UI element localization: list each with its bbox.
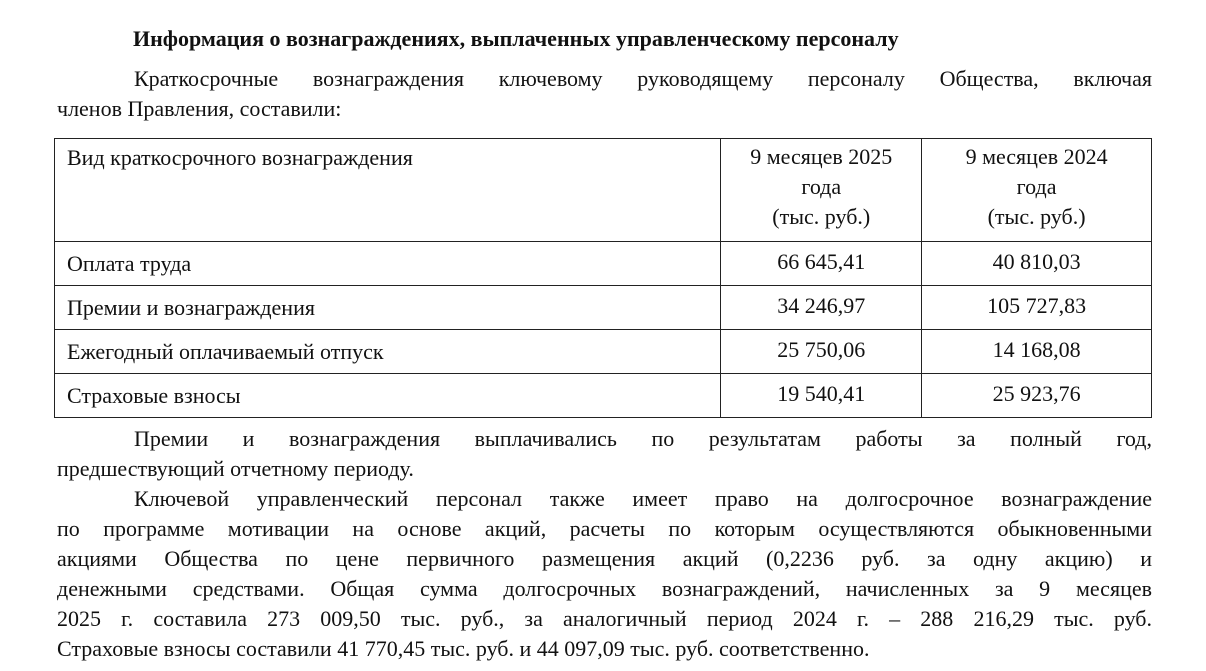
long-term-paragraph [57, 484, 1152, 664]
bonus-note-line-1: Премии и вознаграждения выплачивались по результатам работы за полный год, [134, 426, 1152, 451]
row-label: Премии и вознаграждения [55, 286, 721, 330]
table-row [55, 286, 1152, 330]
row-value-2025: 19 540,41 [721, 374, 922, 418]
header-period-2024 [922, 139, 1152, 242]
row-value-2025: 66 645,41 [721, 242, 922, 286]
bonus-note-line-2: предшествующий отчетному периоду. [57, 456, 414, 481]
header-2024-line-2: года [1016, 174, 1057, 199]
header-2025-line-3: (тыс. руб.) [772, 204, 871, 229]
long-term-line-5: 2025 г. составила 273 009,50 тыс. руб., за аналогичный период 2024 г. – 288 216,29 тыс. руб. [57, 606, 1152, 631]
intro-paragraph [57, 64, 1152, 124]
header-period-2025 [721, 139, 922, 242]
row-value-2025: 25 750,06 [721, 330, 922, 374]
row-value-2024: 14 168,08 [922, 330, 1152, 374]
row-label: Страховые взносы [55, 374, 721, 418]
long-term-line-2: по программе мотивации на основе акций, расчеты по которым осуществляются обыкновенными [57, 516, 1152, 541]
header-2025-line-1: 9 месяцев 2025 [750, 144, 893, 169]
table-row [55, 330, 1152, 374]
intro-line-2: членов Правления, составили: [57, 96, 342, 121]
header-2024-line-1: 9 месяцев 2024 [965, 144, 1108, 169]
long-term-line-3: акциями Общества по цене первичного размещения акций (0,2236 руб. за одну акцию) и [57, 546, 1152, 571]
long-term-line-4: денежными средствами. Общая сумма долгосрочных вознаграждений, начисленных за 9 месяцев [57, 576, 1152, 601]
row-label: Оплата труда [55, 242, 721, 286]
long-term-line-1: Ключевой управленческий персонал также имеет право на долгосрочное вознаграждение [134, 486, 1152, 511]
row-value-2024: 25 923,76 [922, 374, 1152, 418]
table-row [55, 374, 1152, 418]
header-2025-line-2: года [801, 174, 842, 199]
section-heading: Информация о вознаграждениях, выплаченных управленческому персоналу [133, 26, 899, 51]
row-value-2024: 105 727,83 [922, 286, 1152, 330]
long-term-line-6: Страховые взносы составили 41 770,45 тыс. руб. и 44 097,09 тыс. руб. соответственно. [57, 636, 870, 661]
table-row [55, 242, 1152, 286]
remuneration-table [54, 138, 1152, 418]
intro-line-1: Краткосрочные вознаграждения ключевому руководящему персоналу Общества, включая [134, 66, 1152, 91]
row-label: Ежегодный оплачиваемый отпуск [55, 330, 721, 374]
row-value-2024: 40 810,03 [922, 242, 1152, 286]
header-2024-line-3: (тыс. руб.) [987, 204, 1086, 229]
header-remuneration-type: Вид краткосрочного вознаграждения [55, 139, 721, 242]
bonus-note-paragraph [57, 424, 1152, 484]
table-header-row [55, 139, 1152, 242]
row-value-2025: 34 246,97 [721, 286, 922, 330]
